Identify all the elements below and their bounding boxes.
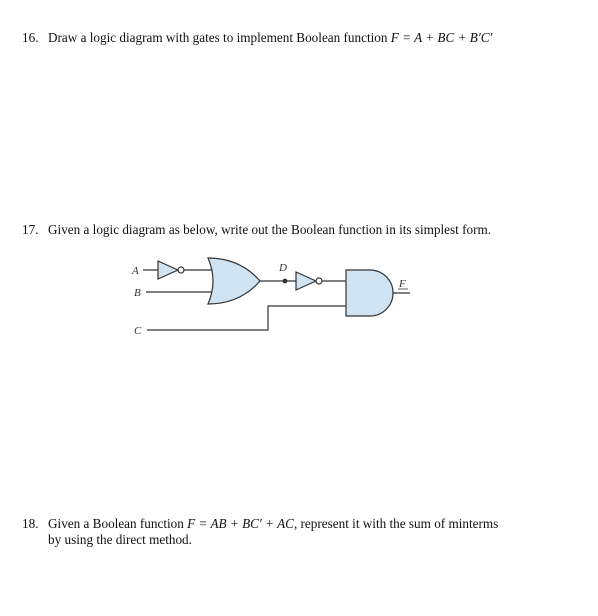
question-text: Given a Boolean function (48, 516, 188, 531)
question-text-line2: by using the direct method. (48, 532, 192, 547)
question-18 (22, 516, 498, 548)
question-number: 17. (22, 222, 39, 237)
question-number: 18. (22, 516, 39, 531)
wire-c (147, 306, 346, 330)
question-number: 16. (22, 30, 39, 45)
and-gate (346, 270, 393, 316)
boolean-formula: F = AB + BC′ + AC (187, 516, 294, 531)
gate-1 (208, 258, 260, 304)
question-text-cont: , represent it with the sum of minterms (293, 516, 499, 531)
label-b: B (134, 287, 141, 299)
question-text: Draw a logic diagram with gates to implement Boolean function (48, 30, 391, 45)
label-c: C (134, 325, 142, 337)
not-gate-d (296, 272, 316, 290)
label-f: F (399, 278, 406, 290)
label-a: A (132, 265, 139, 277)
boolean-formula: F = A + BC + B′C′ (390, 30, 493, 45)
label-d: D (279, 262, 287, 274)
question-text: Given a logic diagram as below, write out the Boolean function in its simplest form. (48, 222, 492, 237)
junction-dot (283, 279, 288, 284)
not-bubble-a (178, 267, 184, 273)
not-gate-a (158, 261, 178, 279)
not-bubble-d (316, 278, 322, 284)
